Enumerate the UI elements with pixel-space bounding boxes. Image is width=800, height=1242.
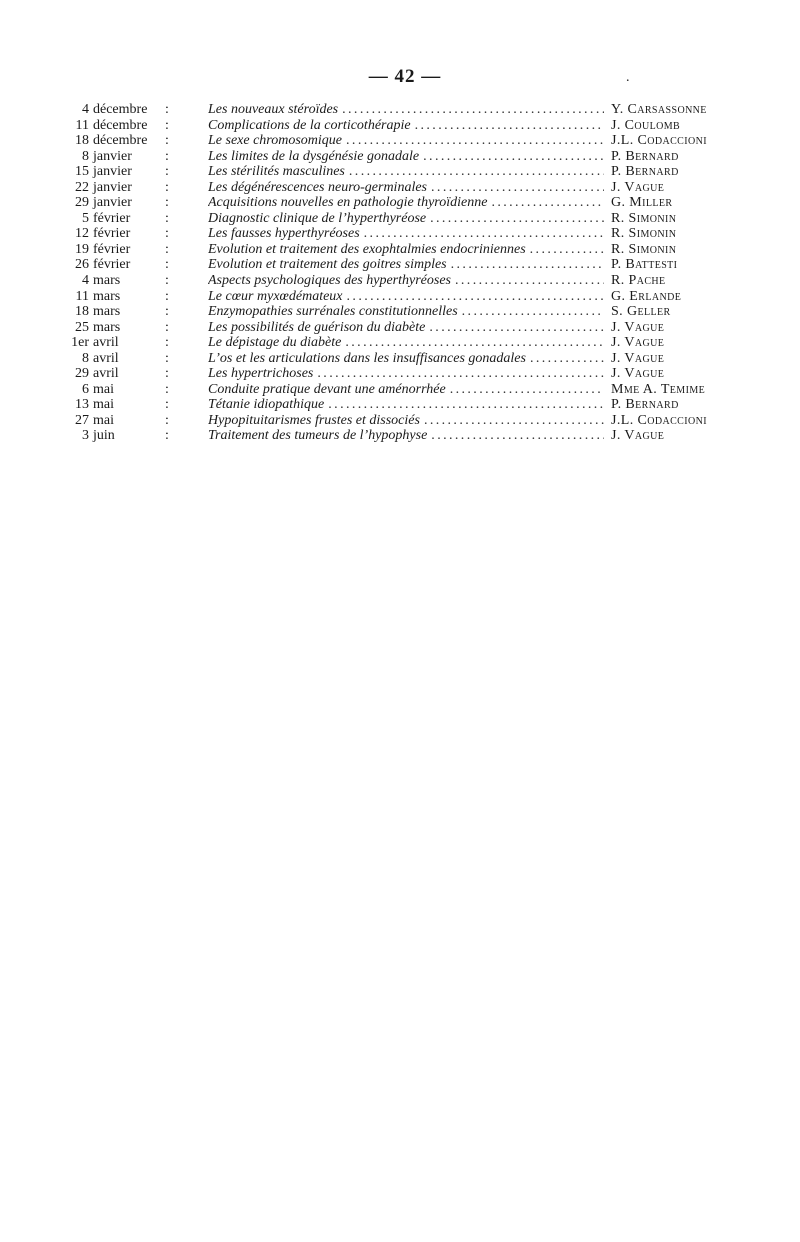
dot-leader xyxy=(455,273,604,289)
lecture-date xyxy=(60,304,178,320)
date-month: janvier xyxy=(93,195,132,211)
lecture-date xyxy=(60,133,178,149)
lecture-date xyxy=(60,382,178,398)
lecture-date xyxy=(60,397,178,413)
dot-leader xyxy=(415,118,604,134)
dot-leader xyxy=(347,289,604,305)
date-day: 6 xyxy=(82,381,89,397)
date-day: 29 xyxy=(75,366,89,382)
date-month: avril xyxy=(93,335,119,351)
lecture-speaker: P. Bernard xyxy=(611,164,679,180)
lecture-title xyxy=(208,335,604,351)
date-separator: : xyxy=(165,257,169,273)
lecture-title-text: L’os et les articulations dans les insuffisances gonadales xyxy=(208,350,526,366)
date-day: 11 xyxy=(75,288,89,304)
lecture-date xyxy=(60,149,178,165)
lecture-title-text: Conduite pratique devant une aménorrhée xyxy=(208,381,446,397)
date-separator: : xyxy=(165,335,169,351)
lecture-title-text: Hypopituitarismes frustes et dissociés xyxy=(208,412,420,428)
lecture-title-text: Le sexe chromosomique xyxy=(208,133,343,149)
date-day: 1er xyxy=(71,335,89,351)
date-month: mai xyxy=(93,412,114,428)
lecture-date xyxy=(60,164,178,180)
date-month: mars xyxy=(93,319,121,335)
lecture-date xyxy=(60,195,178,211)
lecture-title xyxy=(208,320,604,336)
lecture-title xyxy=(208,226,604,242)
lecture-title-text: Traitement des tumeurs de l’hypophyse xyxy=(208,428,428,444)
schedule-row xyxy=(0,180,800,196)
lecture-speaker: P. Bernard xyxy=(611,148,679,164)
lecture-title-text: Evolution et traitement des exophtalmies endocriniennes xyxy=(208,241,526,257)
schedule-row xyxy=(0,226,800,242)
date-separator: : xyxy=(165,117,169,133)
date-separator: : xyxy=(165,381,169,397)
dot-leader xyxy=(431,428,604,444)
date-day: 26 xyxy=(75,257,89,273)
date-separator: : xyxy=(165,397,169,413)
schedule-row xyxy=(0,257,800,273)
lecture-title-text: Les dégénérescences neuro-germinales xyxy=(208,179,428,195)
date-month: février xyxy=(93,210,131,226)
dot-leader xyxy=(462,304,604,320)
lecture-title-text: Le dépistage du diabète xyxy=(208,335,342,351)
lecture-title xyxy=(208,118,604,134)
lecture-date xyxy=(60,351,178,367)
date-day: 25 xyxy=(75,319,89,335)
lecture-title-text: Tétanie idiopathique xyxy=(208,397,325,413)
schedule-row xyxy=(0,304,800,320)
date-day: 27 xyxy=(75,412,89,428)
lecture-title xyxy=(208,397,604,413)
date-day: 8 xyxy=(82,350,89,366)
schedule-row xyxy=(0,320,800,336)
lecture-date xyxy=(60,242,178,258)
lecture-title-text: Les stérilités masculines xyxy=(208,164,345,180)
date-month: janvier xyxy=(93,164,132,180)
lecture-speaker: Y. Carsassonne xyxy=(611,102,707,117)
date-separator: : xyxy=(165,350,169,366)
lecture-date xyxy=(60,226,178,242)
lecture-title-text: Diagnostic clinique de l’hyperthyréose xyxy=(208,210,427,226)
lecture-date xyxy=(60,413,178,429)
lecture-title xyxy=(208,164,604,180)
date-day: 12 xyxy=(75,226,89,242)
lecture-date xyxy=(60,335,178,351)
schedule-row xyxy=(0,397,800,413)
dot-leader xyxy=(346,133,604,149)
dot-leader xyxy=(491,195,604,211)
date-separator: : xyxy=(165,304,169,320)
dot-leader xyxy=(530,351,604,367)
lecture-title xyxy=(208,211,604,227)
lecture-speaker: S. Geller xyxy=(611,304,671,320)
dot-leader xyxy=(431,180,604,196)
lecture-date xyxy=(60,320,178,336)
date-separator: : xyxy=(165,412,169,428)
date-separator: : xyxy=(165,241,169,257)
schedule-row xyxy=(0,289,800,305)
date-month: mars xyxy=(93,288,121,304)
dot-leader xyxy=(424,413,604,429)
dot-leader xyxy=(345,335,604,351)
schedule-row xyxy=(0,335,800,351)
lecture-speaker: J. Vague xyxy=(611,319,665,335)
lecture-speaker: P. Battesti xyxy=(611,257,678,273)
lecture-date xyxy=(60,118,178,134)
schedule-row xyxy=(0,428,800,444)
lecture-title-text: Complications de la corticothérapie xyxy=(208,117,411,133)
date-day: 18 xyxy=(75,304,89,320)
date-separator: : xyxy=(165,366,169,382)
date-month: mai xyxy=(93,381,114,397)
date-separator: : xyxy=(165,428,169,444)
lecture-title-text: Le cœur myxœdémateux xyxy=(208,288,343,304)
date-separator: : xyxy=(165,179,169,195)
date-separator: : xyxy=(165,133,169,149)
lecture-title-text: Les limites de la dysgénésie gonadale xyxy=(208,148,420,164)
page-number: — 42 — xyxy=(368,66,442,87)
schedule-row xyxy=(0,211,800,227)
dot-leader xyxy=(429,320,604,336)
lecture-title-text: Enzymopathies surrénales constitutionnelles xyxy=(208,304,458,320)
date-month: janvier xyxy=(93,148,132,164)
lecture-speaker: R. Simonin xyxy=(611,210,677,226)
lecture-title-text: Aspects psychologiques des hyperthyréoses xyxy=(208,273,451,289)
date-month: février xyxy=(93,226,131,242)
lecture-title xyxy=(208,133,604,149)
schedule-row xyxy=(0,149,800,165)
lecture-date xyxy=(60,180,178,196)
lecture-title xyxy=(208,257,604,273)
lecture-schedule xyxy=(0,102,800,444)
date-month: avril xyxy=(93,350,119,366)
date-month: février xyxy=(93,257,131,273)
lecture-title-text: Les hypertrichoses xyxy=(208,366,314,382)
lecture-title-text: Evolution et traitement des goitres simples xyxy=(208,257,447,273)
date-separator: : xyxy=(165,148,169,164)
lecture-title xyxy=(208,366,604,382)
date-day: 15 xyxy=(75,164,89,180)
schedule-row xyxy=(0,273,800,289)
schedule-row xyxy=(0,195,800,211)
lecture-title-text: Acquisitions nouvelles en pathologie thyroïdienne xyxy=(208,195,488,211)
lecture-speaker: Mme A. Temime xyxy=(611,381,706,397)
date-day: 22 xyxy=(75,179,89,195)
lecture-title xyxy=(208,382,604,398)
dot-leader xyxy=(530,242,604,258)
schedule-row xyxy=(0,382,800,398)
lecture-title xyxy=(208,413,604,429)
date-separator: : xyxy=(165,164,169,180)
dot-leader xyxy=(430,211,604,227)
date-month: janvier xyxy=(93,179,132,195)
date-day: 29 xyxy=(75,195,89,211)
lecture-speaker: J. Vague xyxy=(611,350,665,366)
schedule-row xyxy=(0,366,800,382)
date-day: 3 xyxy=(82,428,89,444)
schedule-row xyxy=(0,242,800,258)
date-separator: : xyxy=(165,210,169,226)
date-separator: : xyxy=(165,288,169,304)
lecture-speaker: R. Simonin xyxy=(611,241,677,257)
dot-leader xyxy=(328,397,604,413)
schedule-row xyxy=(0,102,800,118)
dot-leader xyxy=(317,366,604,382)
schedule-row xyxy=(0,118,800,134)
date-separator: : xyxy=(165,319,169,335)
lecture-title-text: Les possibilités de guérison du diabète xyxy=(208,319,426,335)
lecture-speaker: J. Vague xyxy=(611,335,665,351)
date-day: 18 xyxy=(75,133,89,149)
lecture-speaker: R. Simonin xyxy=(611,226,677,242)
schedule-row xyxy=(0,133,800,149)
lecture-title xyxy=(208,304,604,320)
lecture-title xyxy=(208,195,604,211)
lecture-title xyxy=(208,351,604,367)
date-day: 4 xyxy=(82,102,89,117)
date-month: décembre xyxy=(93,102,148,117)
lecture-speaker: G. Miller xyxy=(611,195,673,211)
date-month: mars xyxy=(93,304,121,320)
lecture-speaker: R. Pache xyxy=(611,273,666,289)
lecture-date xyxy=(60,102,178,118)
date-month: avril xyxy=(93,366,119,382)
lecture-speaker: J. Vague xyxy=(611,428,665,444)
lecture-speaker: J. Vague xyxy=(611,366,665,382)
lecture-speaker: J.L. Codaccioni xyxy=(611,133,707,149)
date-separator: : xyxy=(165,273,169,289)
date-separator: : xyxy=(165,195,169,211)
date-month: décembre xyxy=(93,117,148,133)
lecture-title xyxy=(208,242,604,258)
dot-leader xyxy=(349,164,604,180)
lecture-speaker: G. Erlande xyxy=(611,288,682,304)
date-day: 5 xyxy=(82,210,89,226)
lecture-date xyxy=(60,273,178,289)
lecture-title xyxy=(208,289,604,305)
date-day: 4 xyxy=(82,273,89,289)
date-month: février xyxy=(93,241,131,257)
lecture-title xyxy=(208,149,604,165)
date-separator: : xyxy=(165,226,169,242)
dot-leader xyxy=(423,149,604,165)
lecture-speaker: J. Vague xyxy=(611,179,665,195)
lecture-speaker: P. Bernard xyxy=(611,397,679,413)
lecture-date xyxy=(60,289,178,305)
lecture-date xyxy=(60,428,178,444)
lecture-date xyxy=(60,211,178,227)
schedule-row xyxy=(0,164,800,180)
date-day: 11 xyxy=(75,117,89,133)
lecture-title-text: Les fausses hyperthyréoses xyxy=(208,226,360,242)
lecture-title xyxy=(208,273,604,289)
lecture-date xyxy=(60,366,178,382)
date-day: 13 xyxy=(75,397,89,413)
lecture-speaker: J.L. Codaccioni xyxy=(611,412,707,428)
dot-leader xyxy=(364,226,604,242)
date-day: 19 xyxy=(75,241,89,257)
date-separator: : xyxy=(165,102,169,117)
lecture-speaker: J. Coulomb xyxy=(611,117,681,133)
date-day: 8 xyxy=(82,148,89,164)
date-month: mars xyxy=(93,273,121,289)
stray-mark: . xyxy=(626,70,630,85)
dot-leader xyxy=(342,102,604,118)
dot-leader xyxy=(451,257,604,273)
date-month: décembre xyxy=(93,133,148,149)
lecture-title xyxy=(208,180,604,196)
date-month: mai xyxy=(93,397,114,413)
lecture-title xyxy=(208,102,604,118)
schedule-row xyxy=(0,351,800,367)
date-month: juin xyxy=(93,428,115,444)
dot-leader xyxy=(450,382,604,398)
lecture-title-text: Les nouveaux stéroïdes xyxy=(208,102,339,117)
schedule-row xyxy=(0,413,800,429)
lecture-title xyxy=(208,428,604,444)
lecture-date xyxy=(60,257,178,273)
